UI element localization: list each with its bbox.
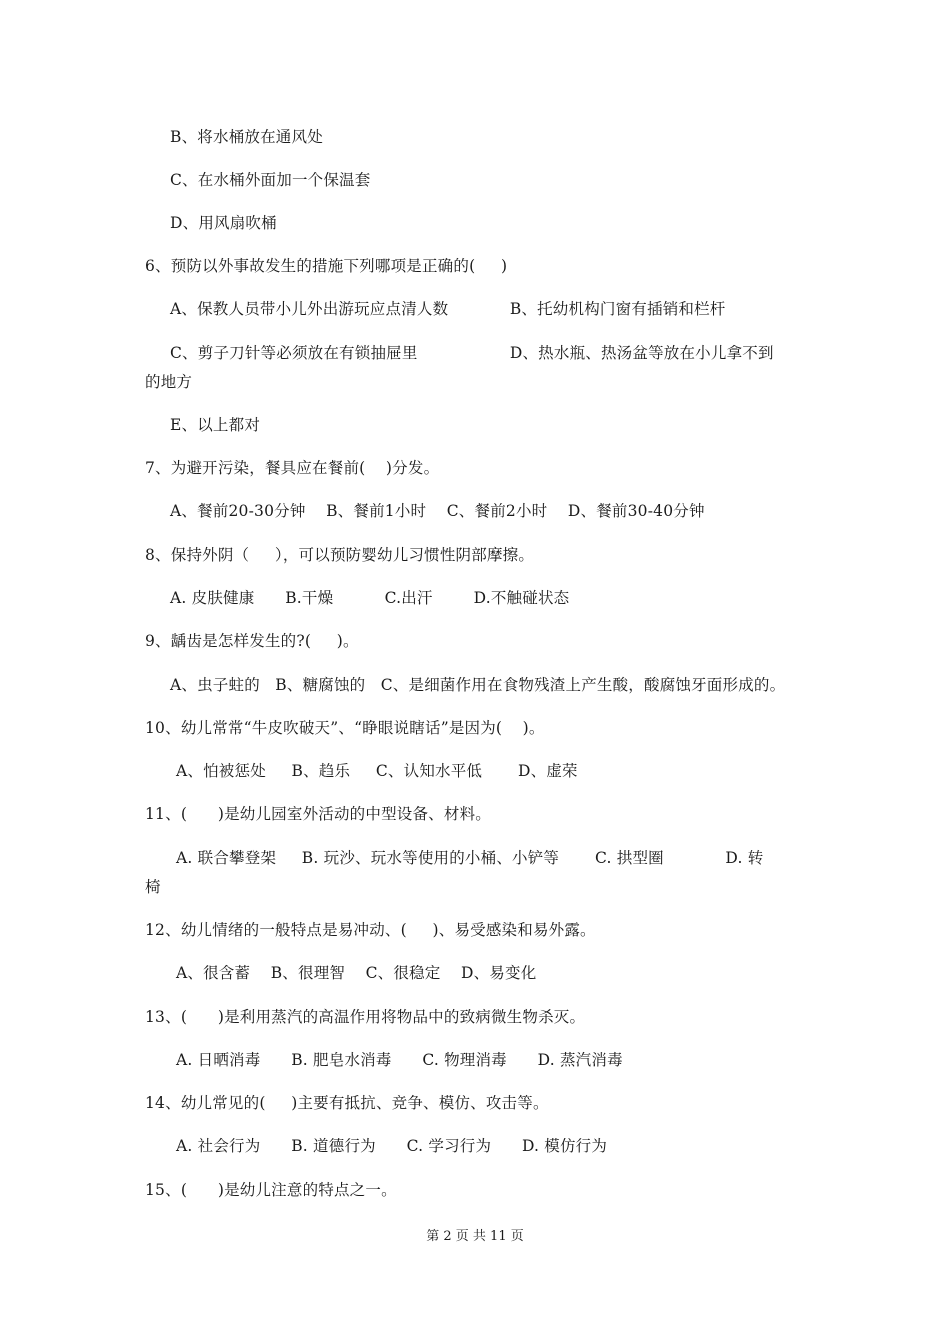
- question-line: 15、( )是幼儿注意的特点之一。: [145, 1181, 397, 1199]
- question-line: 11、( )是幼儿园室外活动的中型设备、材料。: [145, 805, 491, 823]
- option-line: A、虫子蛀的 B、糖腐蚀的 C、是细菌作用在食物残渣上产生酸，酸腐蚀牙面形成的。: [170, 676, 786, 694]
- option-line: A. 日晒消毒 B. 肥皂水消毒 C. 物理消毒 D. 蒸汽消毒: [176, 1051, 623, 1069]
- option-continuation: 椅: [145, 878, 161, 896]
- option-line: A. 社会行为 B. 道德行为 C. 学习行为 D. 模仿行为: [176, 1137, 608, 1155]
- option-line: E、以上都对: [170, 416, 261, 434]
- question-line: 6、预防以外事故发生的措施下列哪项是正确的( ): [145, 257, 508, 275]
- option-line: A. 皮肤健康 B.干燥 C.出汗 D.不触碰状态: [170, 589, 570, 607]
- option-line: B、将水桶放在通风处: [170, 128, 323, 146]
- option-line: A、餐前20-30分钟 B、餐前1小时 C、餐前2小时 D、餐前30-40分钟: [170, 502, 705, 520]
- option-line: A、保教人员带小儿外出游玩应点清人数 B、托幼机构门窗有插销和栏杆: [170, 300, 726, 318]
- question-line: 8、保持外阴（ ），可以预防婴幼儿习惯性阴部摩擦。: [145, 546, 535, 564]
- question-line: 9、龋齿是怎样发生的?( )。: [145, 632, 359, 650]
- page-footer: 第 2 页 共 11 页: [426, 1229, 524, 1244]
- option-continuation: 的地方: [145, 373, 193, 391]
- option-line: C、剪子刀针等必须放在有锁抽屉里 D、热水瓶、热汤盆等放在小儿拿不到: [170, 344, 774, 362]
- question-line: 13、( )是利用蒸汽的高温作用将物品中的致病微生物杀灭。: [145, 1008, 586, 1026]
- option-line: A、很含蓄 B、很理智 C、很稳定 D、易变化: [176, 964, 537, 982]
- option-line: A. 联合攀登架 B. 玩沙、玩水等使用的小桶、小铲等 C. 拱型圈 D. 转: [176, 849, 764, 867]
- option-line: A、怕被惩处 B、趋乐 C、认知水平低 D、虚荣: [176, 762, 578, 780]
- option-line: C、在水桶外面加一个保温套: [170, 171, 371, 189]
- question-line: 10、幼儿常常“牛皮吹破天”、“睁眼说瞎话”是因为( )。: [145, 719, 545, 737]
- question-line: 7、为避开污染，餐具应在餐前( )分发。: [145, 459, 440, 477]
- question-line: 14、幼儿常见的( )主要有抵抗、竞争、模仿、攻击等。: [145, 1094, 549, 1112]
- option-line: D、用风扇吹桶: [170, 214, 277, 232]
- question-line: 12、幼儿情绪的一般特点是易冲动、( )、易受感染和易外露。: [145, 921, 596, 939]
